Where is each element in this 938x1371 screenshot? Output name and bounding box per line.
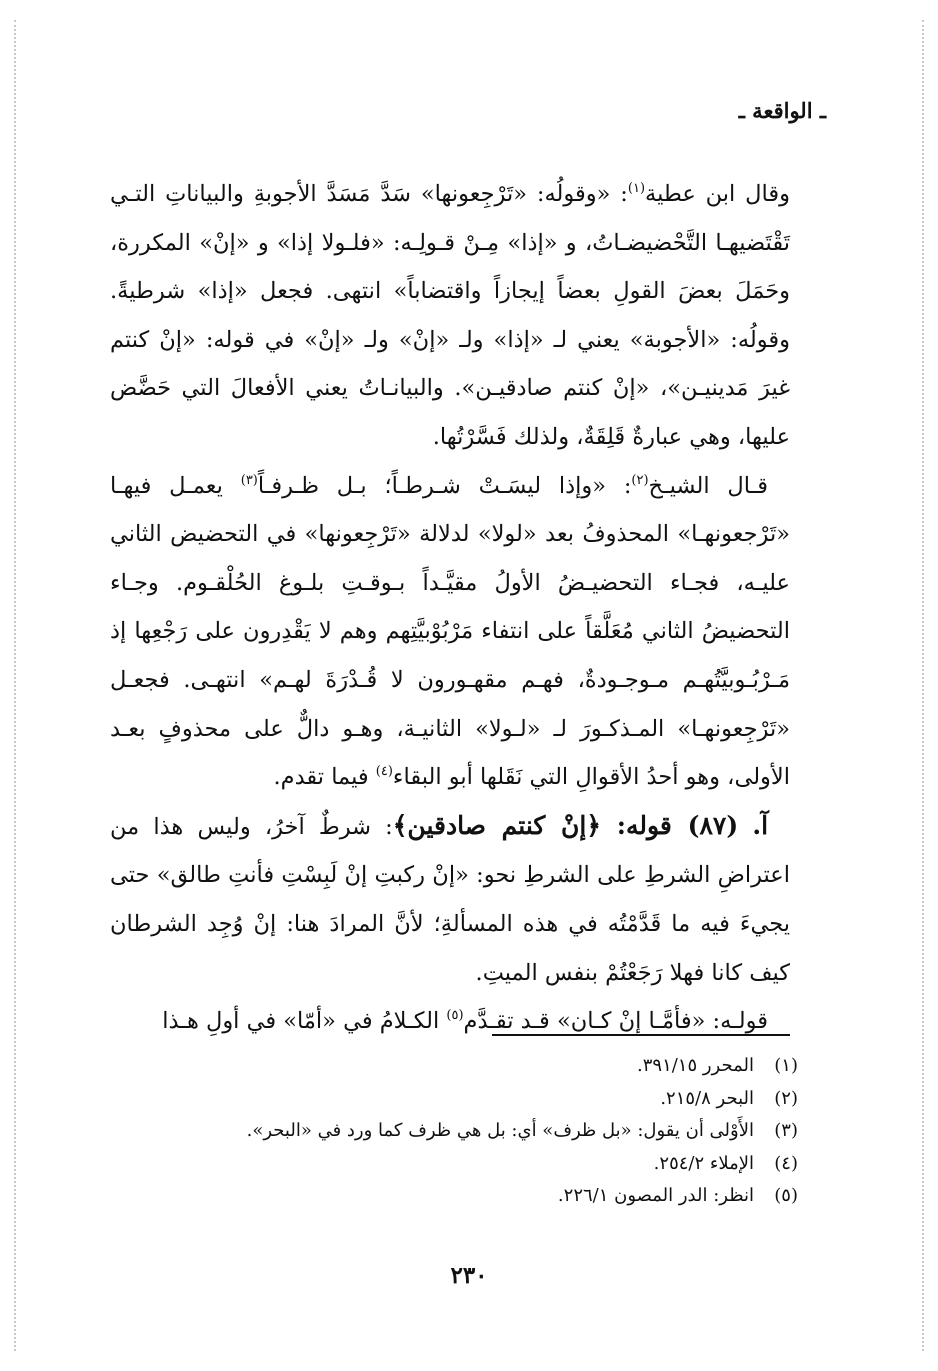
- main-text: [110, 170, 790, 1046]
- footnote-item: (٢)البحر ٢١٥/٨.: [660, 1087, 798, 1109]
- verse-lead: قوله:: [601, 810, 688, 840]
- scan-margin-dots-left: [14, 20, 16, 1351]
- footnote-ref-3: (٣): [240, 472, 258, 488]
- footnotes-list: [108, 1050, 798, 1213]
- paragraph-1: وقال ابن عطية$^{(١)}$: «وقولُه: «تَرْجِعونها» سَدَّ مَسَدَّ الأجوبةِ والبياناتِ التـي تَقْتَضيهـا التَّحْضيضـاتُ، و «إذا» مِـنْ قـولِـه: «فلـولا إذا» و «إنْ» المكررة، وحَمَلَ بعضَ القولِ بعضاً إيجازاً واقتضاباً» انتهى. فجعل «إذا» شرطيةً. وقولُه: «الأجوبة» يعني لـ «إذا» ولـ «إنْ» ولـ «إنْ» في قوله: «إنْ كنتم غيرَ مَدينيـن»، «إنْ كنتم صادقيـن». والبيانـاتُ يعني الأفعالَ التي حَضَّض عليها، وهي عبارةٌ قَلِقَةٌ، ولذلك فَسَّرْتُها.: [110, 181, 790, 450]
- paragraph-4: قولـه: «فأمَّـا إنْ كـان» قـد تقـدَّم$^{(٥)}$ الكـلامُ في «أمّا» في أولِ هـذا: [162, 1008, 768, 1035]
- footnote-item: (٣)الأَوْلى أن يقول: «بل ظرف» أي: بل هي ظرف كما ورد في «البحر».: [246, 1120, 798, 1141]
- paragraph-2: قـال الشيـخ$^{(٢)}$: «وإذا ليسَـتْ شـرطـاً؛ بـل ظـرفـاً$^{(٣)}$ يعمـل فيهـا «تَرْجعونهـا» المحذوفُ بعد «لولا» لدلالة «تَرْجِعونها» في التحضيض الثاني عليـه، فجـاء التحضيـضُ الأولُ مقيَّـداً بـوقـتِ بلـوغ الحُلْقـوم. وجـاء التحضيضُ الثاني مُعَلَّقاً على انتفاء مَرْبُوْبيَّتِهم وهم لا يَقْدِرون على رَجْعِها إذ مَـرْبُـوبيَّتُهـم مـوجـودةٌ، فهـم مقهـورون لا قُـدْرَةَ لهـم» انتهـى. فجعـل «تَرْجِعونهـا» المـذكـورَ لـ «لـولا» الثانيـة، وهـو دالٌّ على محذوفٍ بعـد الأولى، وهو أحدُ الأقوالِ التي نَقَلها أبو البقاء$^{(٤)}$ فيما تقدم.: [110, 472, 790, 791]
- verse-label: آ.: [752, 810, 769, 840]
- footnote-ref-2: (٢): [631, 472, 649, 488]
- footnote-item: (٥)انظر: الدر المصون ٢٢٦/١.: [557, 1185, 798, 1206]
- page-number: ٢٣٠: [450, 1262, 488, 1289]
- quran-verse: ﴿إنْ كنتم صادقين﴾: [392, 810, 601, 840]
- paragraph-3: آ. (٨٧) قوله: ﴿إنْ كنتم صادقين﴾: شرطٌ آخرُ، وليس هذا من اعتراضِ الشرطِ على الشرطِ نحو: «إنْ ركبتِ إنْ لَبِسْتِ فأنتِ طالق» حتى يجيءَ فيه ما قَدَّمْتُه في هذه المسألةِ؛ لأنَّ المرادَ هنا: إنْ وُجِد الشرطان كيف كانا فهلا رَجَعْتُمْ بنفس الميتِ.: [110, 810, 790, 986]
- scan-margin-dots-right: [922, 20, 924, 1351]
- footnote-separator: [492, 1034, 790, 1036]
- footnote-ref-4: (٤): [375, 764, 393, 780]
- footnote-ref-5: (٥): [446, 1008, 464, 1024]
- running-header: ـ الواقعة ـ: [738, 98, 826, 123]
- footnote-ref-1: (١): [627, 181, 646, 196]
- footnote-item: (١)المحرر ٣٩١/١٥.: [637, 1055, 798, 1076]
- verse-number: (٨٧): [687, 810, 739, 840]
- footnote-item: (٤)الإملاء ٢٥٤/٢.: [653, 1152, 798, 1174]
